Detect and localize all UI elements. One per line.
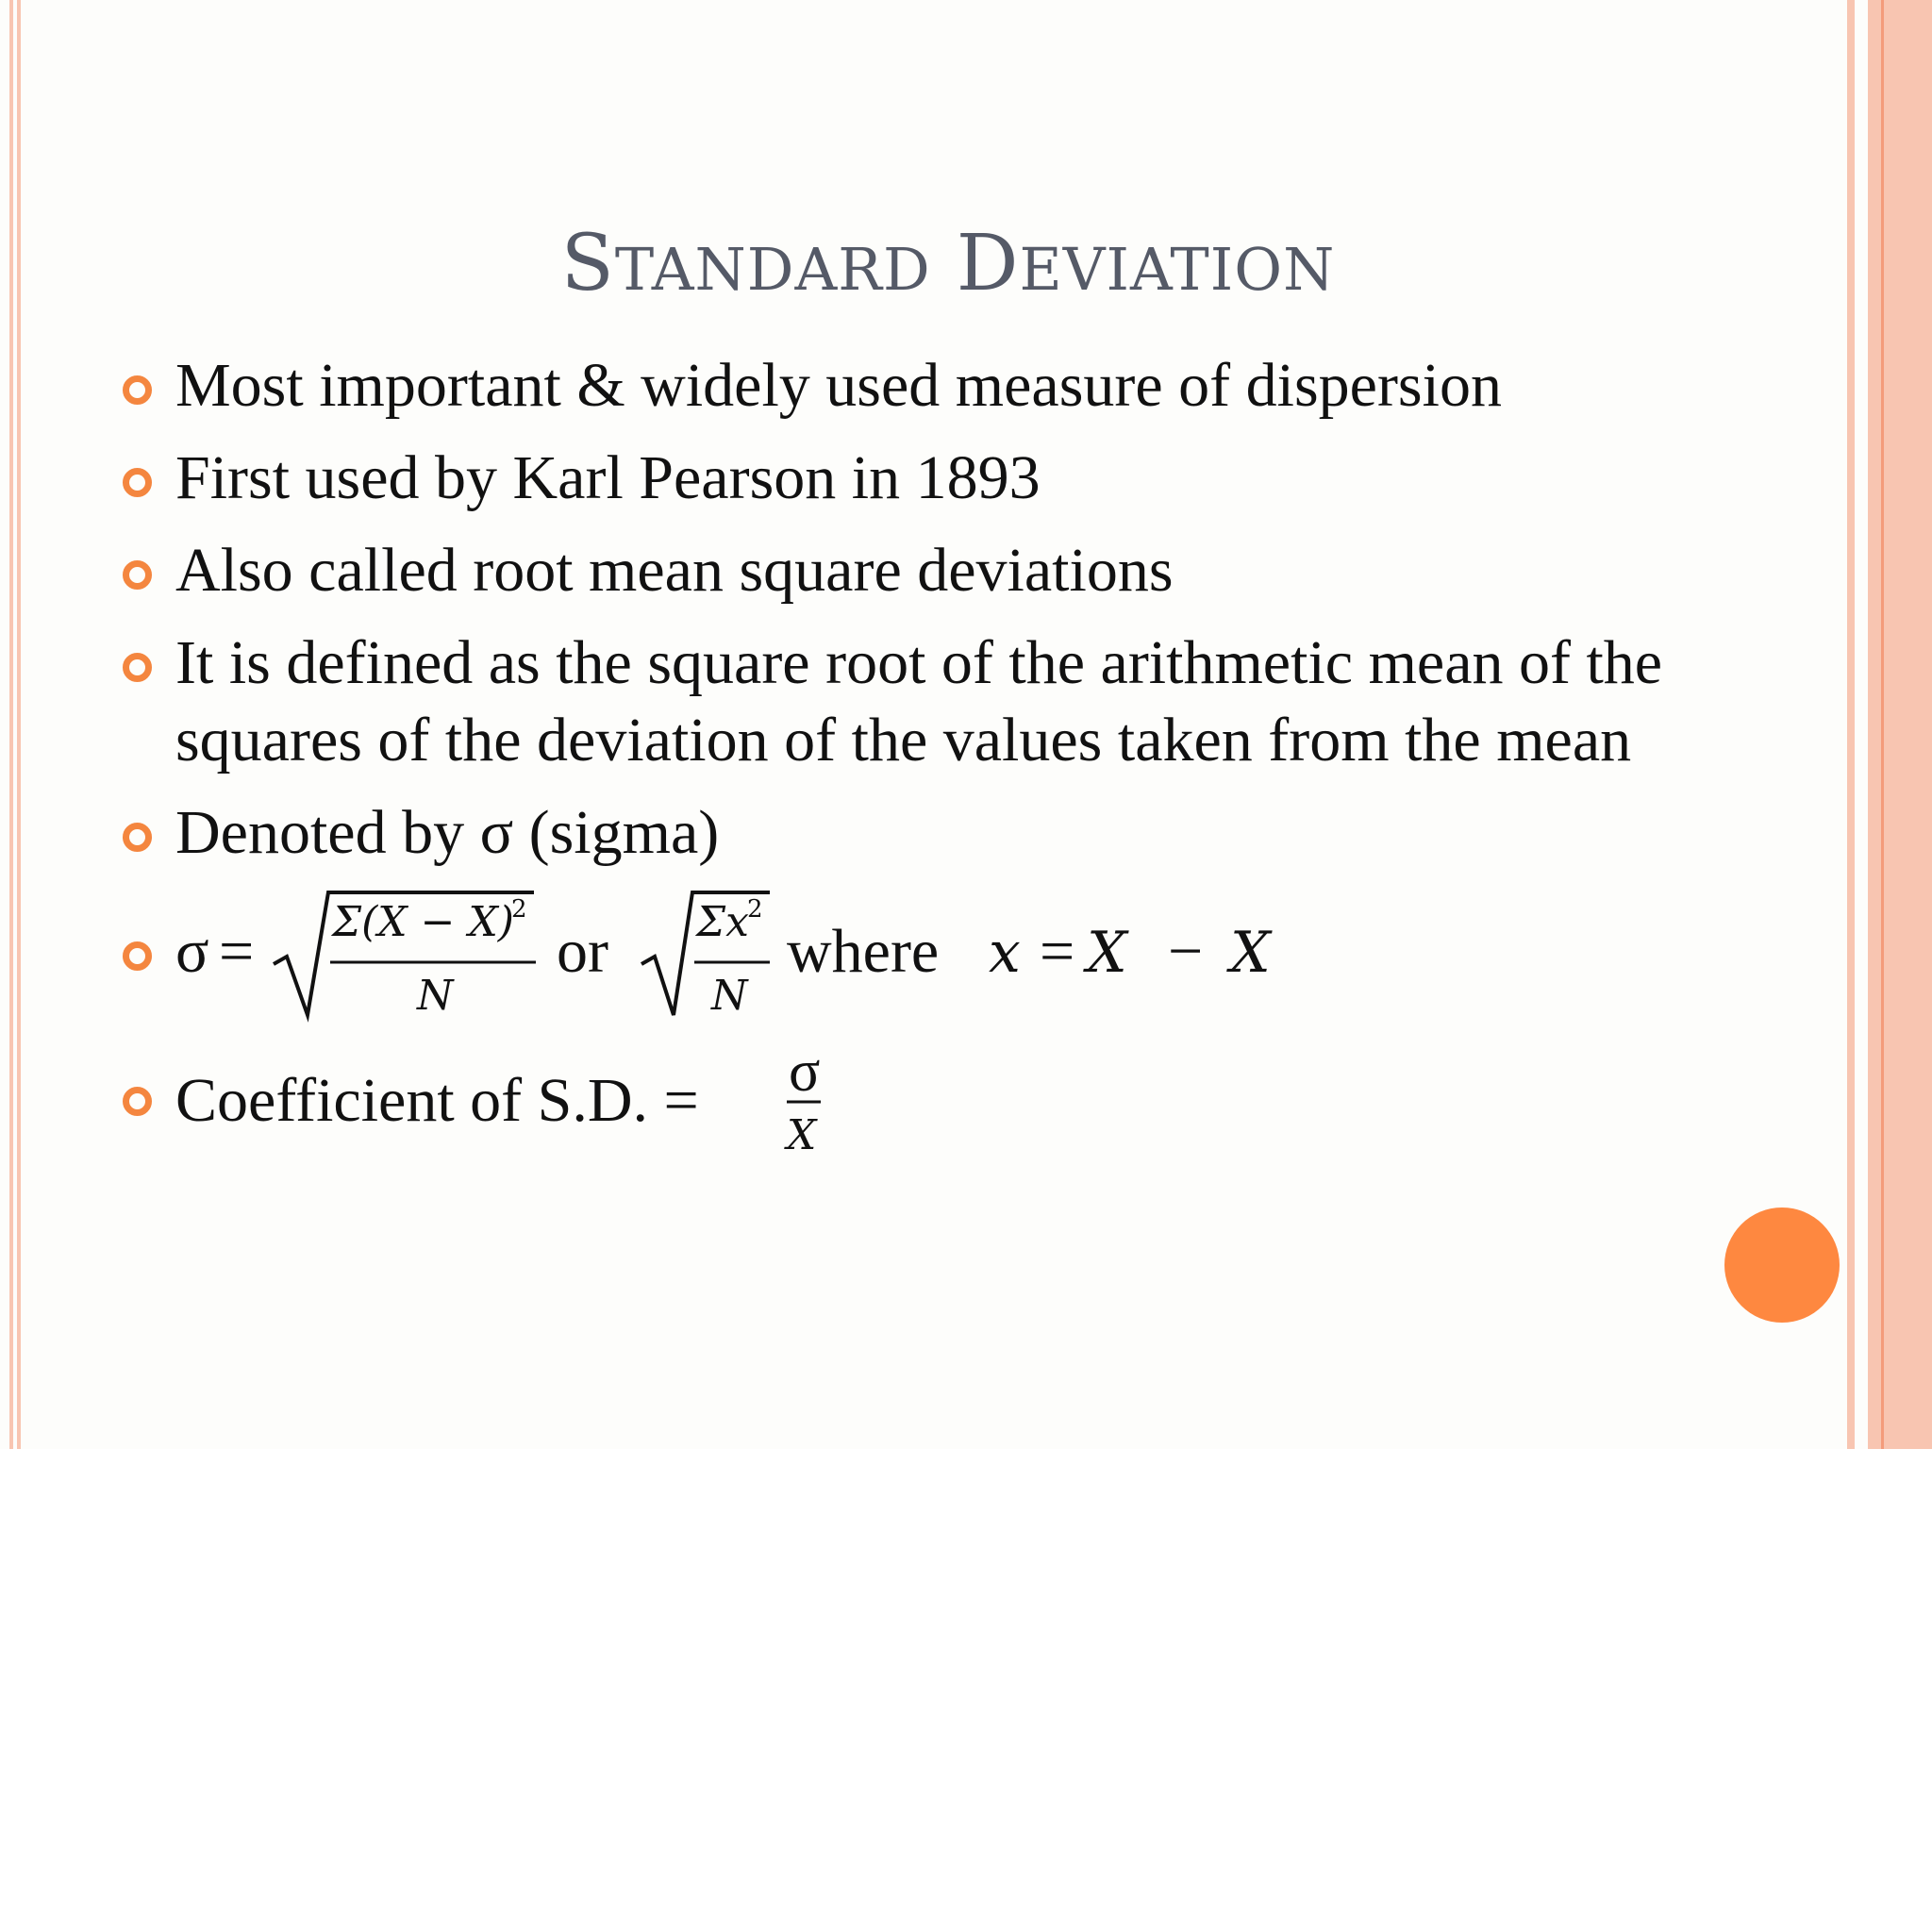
slide-title [0,219,1896,308]
title-initial-1: S [560,219,615,308]
bullet-text: First used by Karl Pearson in 1893 [175,443,1041,512]
bullet-text: Also called root mean square deviations [175,536,1174,605]
bullet-ring-icon [123,653,152,682]
numerator-2: Σx [696,898,749,946]
orange-decorative-dot [1724,1208,1840,1323]
left-border-stripe [9,0,13,1449]
capital-x-1: X [1087,920,1127,986]
coefficient-denominator: X [787,1111,817,1159]
right-border-line [1881,0,1884,1449]
bullet-item [113,794,1717,872]
capital-x-2: X [1230,920,1271,986]
right-border-stripe-wide [1868,0,1932,1449]
minus-sign: − [1168,917,1204,986]
coefficient-fraction [779,1043,864,1166]
equals-sign: = [219,917,255,986]
bullet-text: Denoted by σ (sigma) [175,798,720,867]
title-word-2: EVIATION [1019,235,1336,304]
coefficient-numerator: σ [789,1043,821,1104]
denominator-2: N [711,972,748,1020]
title-initial-2: D [956,219,1020,308]
exponent-1: 2 [511,895,527,924]
sd-formula [175,887,1496,1028]
coefficient-bullet [113,1043,1717,1166]
sigma-symbol: σ [175,917,209,986]
lower-x: x [989,920,1021,986]
bullet-ring-icon [123,823,152,852]
bullet-ring-icon [123,1087,152,1116]
bullet-item [113,532,1717,609]
bullet-item [113,625,1779,779]
equals-sign-2: = [1040,917,1075,986]
bullet-list [113,347,1717,1181]
left-border-stripe-inner [17,0,21,1449]
bullet-ring-icon [123,375,152,405]
or-text: or [557,917,608,986]
denominator-1: N [417,972,454,1020]
exponent-2: 2 [747,895,763,924]
formula-bullet [113,887,1717,1028]
bullet-text: It is defined as the square root of the arithmetic mean of the squares of the deviation of the values taken from the mean [175,628,1663,774]
bullet-ring-icon [123,560,152,590]
bullet-ring-icon [123,468,152,497]
title-word-1: TANDARD [614,235,931,304]
where-text: where [787,917,940,986]
bullet-text: Most important & widely used measure of dispersion [175,351,1502,420]
bullet-item [113,440,1717,517]
numerator-1: Σ(X − X) [332,898,514,946]
coefficient-label: Coefficient of S.D. = [175,1066,699,1135]
bullet-ring-icon [123,941,152,971]
bullet-item [113,347,1717,425]
right-border-stripe-thin [1847,0,1855,1449]
